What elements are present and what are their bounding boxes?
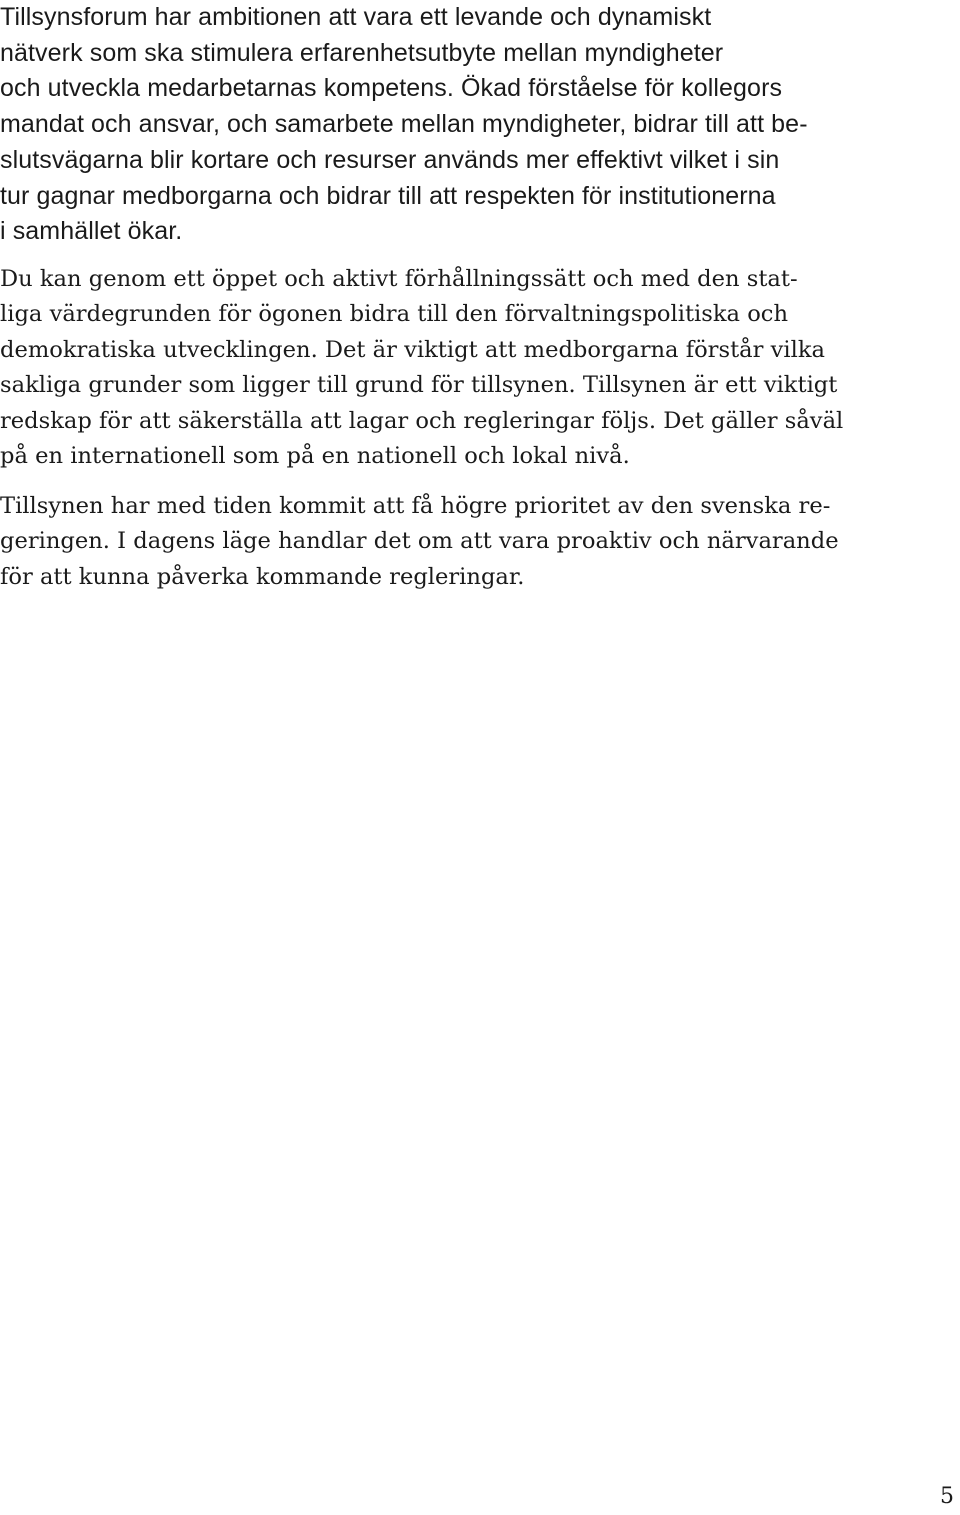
paragraph-1-line: Tillsynsforum har ambitionen att vara ett levande och dynamiskt xyxy=(0,3,712,31)
paragraph-1-line: tur gagnar medborgarna och bidrar till att respekten för institutionerna xyxy=(0,181,776,210)
paragraph-2-line: Du kan genom ett öppet och aktivt förhållningssätt och med den stat- xyxy=(0,265,798,292)
paragraph-1 xyxy=(0,0,958,250)
paragraph-3-line: för att kunna påverka kommande regleringar. xyxy=(0,563,525,590)
paragraph-1-line: nätverk som ska stimulera erfarenhetsutbyte mellan myndigheter xyxy=(0,38,724,67)
paragraph-2-line: på en internationell som på en nationell och lokal nivå. xyxy=(0,443,630,470)
paragraph-2 xyxy=(0,262,958,475)
paragraph-2-line: sakliga grunder som ligger till grund för tillsynen. Tillsynen är ett viktigt xyxy=(0,372,838,399)
paragraph-1-line: slutsvägarna blir kortare och resurser används mer effektivt vilket i sin xyxy=(0,145,780,174)
paragraph-3-line: geringen. I dagens läge handlar det om att vara proaktiv och närvarande xyxy=(0,528,839,555)
page-number: 5 xyxy=(940,1484,954,1509)
paragraph-1-line: och utveckla medarbetarnas kompetens. Ökad förståelse för kollegors xyxy=(0,74,783,103)
paragraph-1-line: mandat och ansvar, och samarbete mellan myndigheter, bidrar till att be- xyxy=(0,110,808,139)
paragraph-1-line: i samhället ökar. xyxy=(0,217,183,246)
paragraph-3 xyxy=(0,489,958,596)
paragraph-2-line: redskap för att säkerställa att lagar och regleringar följs. Det gäller såväl xyxy=(0,407,844,434)
paragraph-2-line: demokratiska utvecklingen. Det är viktigt att medborgarna förstår vilka xyxy=(0,336,825,363)
paragraph-2-line: liga värdegrunden för ögonen bidra till den förvaltningspolitiska och xyxy=(0,301,789,328)
body-text xyxy=(0,0,958,595)
paragraph-3-line: Tillsynen har med tiden kommit att få högre prioritet av den svenska re- xyxy=(0,492,831,519)
